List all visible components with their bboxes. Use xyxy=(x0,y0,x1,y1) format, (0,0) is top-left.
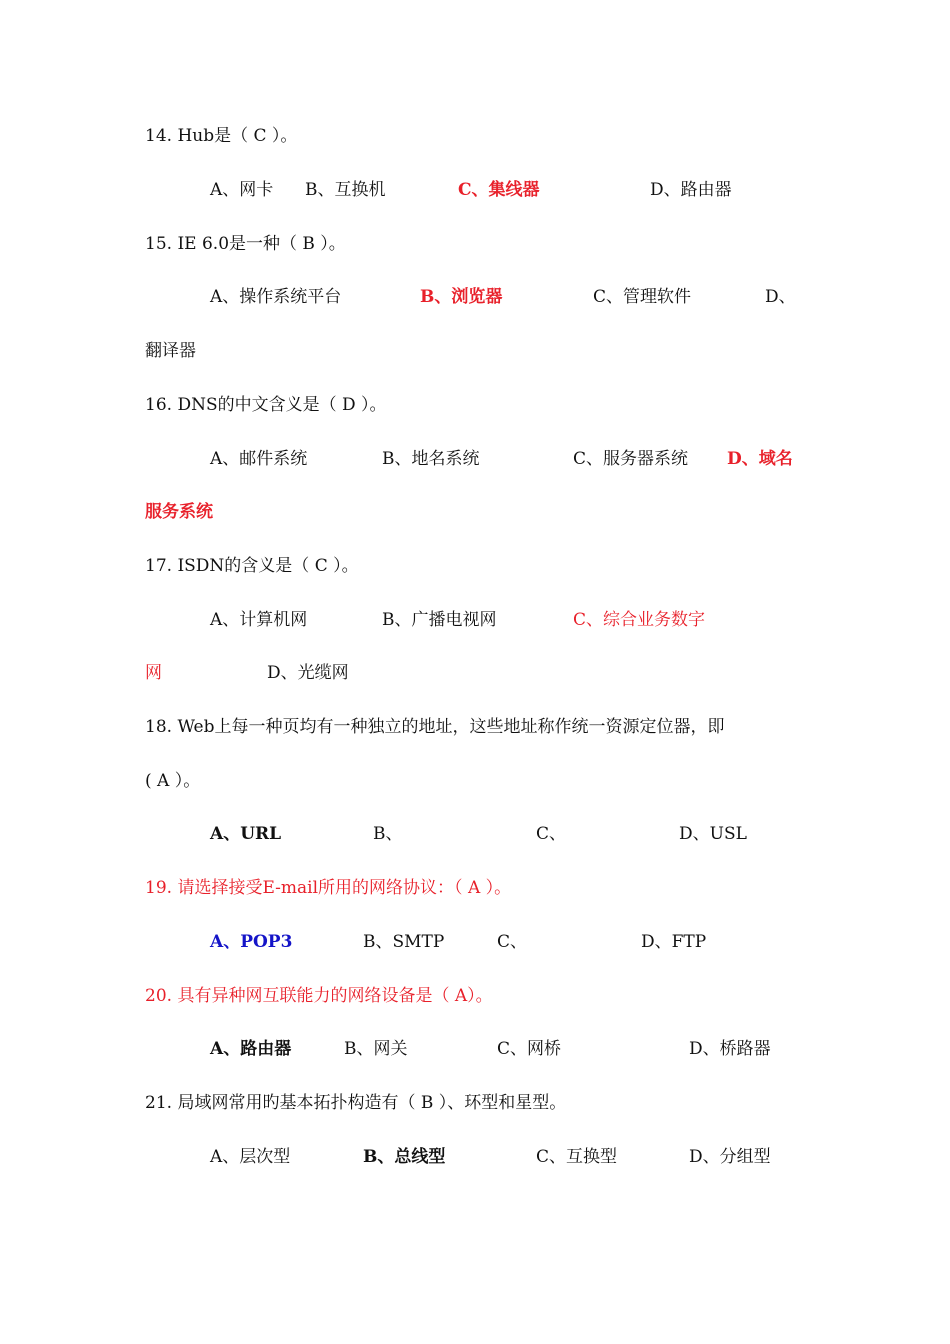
q14-option-d: D、路由器 xyxy=(650,180,732,200)
q15-option-d: D、 xyxy=(765,287,796,307)
q20-option-d: D、桥路器 xyxy=(689,1039,771,1059)
q15-option-a: A、操作系统平台 xyxy=(210,287,342,307)
q17-option-a: A、计算机网 xyxy=(210,610,308,630)
q20-option-b: B、网关 xyxy=(344,1039,408,1059)
q21-stem: 21. 局域网常用旳基本拓扑构造有（ B ）、环型和星型。 xyxy=(145,1093,567,1113)
q14-stem: 14. Hub是（ C ）。 xyxy=(145,126,298,146)
q19-option-a-answer: A、POP3 xyxy=(210,932,293,952)
q18-stem: 18. Web上每一种页均有一种独立的地址，这些地址称作统一资源定位器，即 xyxy=(145,717,725,737)
q14-option-c-answer: C、集线器 xyxy=(458,180,540,200)
q17-option-b: B、广播电视网 xyxy=(382,610,497,630)
q17-option-d: D、光缆网 xyxy=(267,663,349,683)
q18-option-a-answer: A、URL xyxy=(210,824,282,844)
q16-option-d-answer: D、域名 xyxy=(727,449,793,469)
q18-stem-continued: ( A ）。 xyxy=(145,771,201,791)
q19-stem: 19. 请选择接受E-mail所用的网络协议：（ A ）。 xyxy=(145,878,512,898)
q21-option-c: C、互换型 xyxy=(536,1147,618,1167)
q14-option-b: B、互换机 xyxy=(305,180,386,200)
q17-option-c-continued: 网 xyxy=(145,663,162,683)
q16-stem: 16. DNS的中文含义是（ D ）。 xyxy=(145,395,387,415)
q21-option-b-answer: B、总线型 xyxy=(363,1147,446,1167)
q19-option-b: B、SMTP xyxy=(363,932,445,952)
q16-option-b: B、地名系统 xyxy=(382,449,480,469)
q20-option-c: C、网桥 xyxy=(497,1039,562,1059)
q16-option-d-continued: 服务系统 xyxy=(145,502,213,522)
q21-option-d: D、分组型 xyxy=(689,1147,771,1167)
q17-stem: 17. ISDN的含义是（ C ）。 xyxy=(145,556,359,576)
q16-option-c: C、服务器系统 xyxy=(573,449,689,469)
q16-option-a: A、邮件系统 xyxy=(210,449,308,469)
q14-option-a: A、网卡 xyxy=(210,180,274,200)
q20-option-a-answer: A、路由器 xyxy=(210,1039,292,1059)
q18-option-b: B、 xyxy=(373,824,403,844)
q15-option-c: C、管理软件 xyxy=(593,287,692,307)
q15-option-b-answer: B、浏览器 xyxy=(420,287,503,307)
q19-option-d: D、FTP xyxy=(641,932,707,952)
q21-option-a: A、层次型 xyxy=(210,1147,291,1167)
q15-option-d-continued: 翻译器 xyxy=(145,341,196,361)
q18-option-c: C、 xyxy=(536,824,567,844)
q19-option-c: C、 xyxy=(497,932,528,952)
q20-stem: 20. 具有异种网互联能力的网络设备是（ A）。 xyxy=(145,986,493,1006)
q17-option-c-answer: C、综合业务数字 xyxy=(573,610,706,630)
q18-option-d: D、USL xyxy=(679,824,747,844)
q15-stem: 15. IE 6.0是一种（ B ）。 xyxy=(145,234,346,254)
